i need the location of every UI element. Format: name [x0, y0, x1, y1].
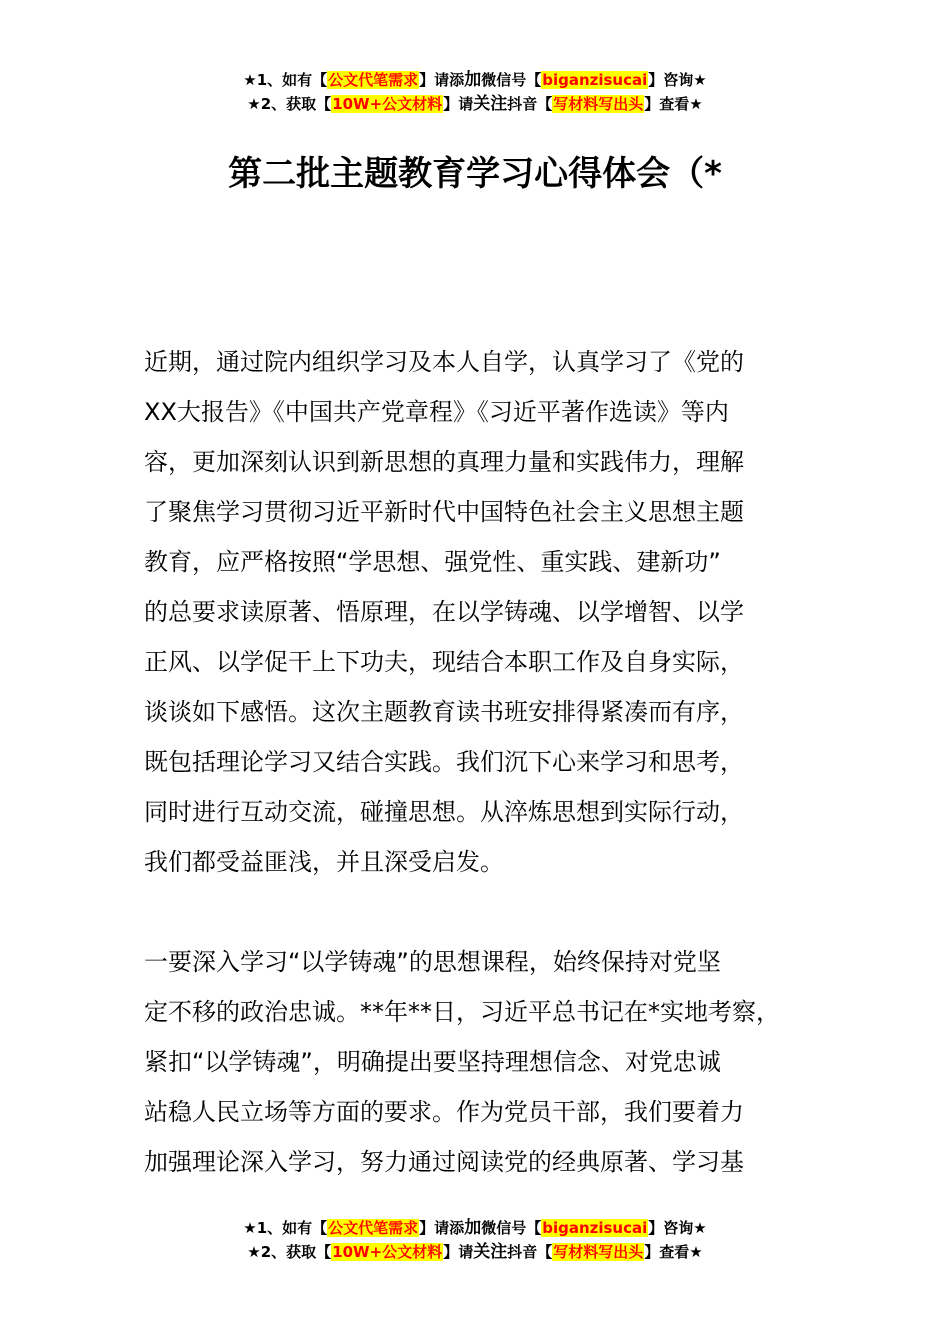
banner-text: 】咨询★ [648, 71, 707, 89]
banner-text: 】请 [443, 95, 474, 113]
text-line: 我们都受益匪浅，并且深受启发。 [144, 848, 504, 876]
banner-line-1 [0, 1216, 950, 1240]
text-line: 容，更加深刻认识到新思想的真理力量和实践伟力，理解 [144, 448, 744, 476]
text-line: 一要深入学习“以学铸魂”的思想课程，始终保持对党坚 [144, 948, 721, 976]
paragraph-point-one [144, 937, 834, 1187]
paragraph-intro [144, 337, 834, 887]
banner-text: ★2、获取【 [247, 95, 332, 113]
highlight-wechat-id: biganzisucai [542, 1219, 648, 1237]
banner-text: 关注 [473, 94, 508, 114]
highlight-service: 公文代笔需求 [328, 1219, 419, 1237]
banner-line-1 [0, 68, 950, 92]
banner-text: 】查看★ [644, 95, 703, 113]
highlight-douyin-id: 写材料写出头 [553, 95, 644, 113]
banner-text: 】请 [443, 1243, 474, 1261]
text-line: XX大报告》《中国共产党章程》《习近平著作选读》等内 [144, 398, 729, 426]
text-line: 教育，应严格按照“学思想、强党性、重实践、建新功” [144, 548, 721, 576]
text-line: 正风、以学促干上下功夫，现结合本职工作及自身实际， [144, 648, 744, 676]
highlight-douyin-id: 写材料写出头 [553, 1243, 644, 1261]
banner-text: 抖音【 [507, 95, 553, 113]
text-line: 既包括理论学习又结合实践。我们沉下心来学习和思考， [144, 748, 744, 776]
text-line: 定不移的政治忠诚。**年**日，习近平总书记在*实地考察， [144, 998, 780, 1026]
text-line: 的总要求读原著、悟原理，在以学铸魂、以学增智、以学 [144, 598, 744, 626]
text-line: 加强理论深入学习，努力通过阅读党的经典原著、学习基 [144, 1148, 744, 1176]
banner-text: ★2、获取【 [247, 1243, 332, 1261]
banner-text: ★1、如有【 [243, 71, 328, 89]
banner-text: 微信号【 [481, 1219, 542, 1237]
text-line: 紧扣“以学铸魂”，明确提出要坚持理想信念、对党忠诚 [144, 1048, 721, 1076]
banner-text: 】查看★ [644, 1243, 703, 1261]
banner-text: 微信号【 [481, 71, 542, 89]
banner-text: 】咨询★ [648, 1219, 707, 1237]
banner-line-2 [0, 1240, 950, 1264]
highlight-service: 公文代笔需求 [328, 71, 419, 89]
highlight-wechat-id: biganzisucai [542, 71, 648, 89]
banner-text: ★1、如有【 [243, 1219, 328, 1237]
footer-banner [0, 1216, 950, 1264]
text-line: 谈谈如下感悟。这次主题教育读书班安排得紧凑而有序， [144, 698, 744, 726]
banner-text: 加 [464, 70, 482, 90]
banner-line-2 [0, 92, 950, 116]
banner-text: 】请添 [419, 1219, 465, 1237]
highlight-materials: 10W+公文材料 [332, 1243, 443, 1261]
highlight-materials: 10W+公文材料 [332, 95, 443, 113]
banner-text: 】请添 [419, 71, 465, 89]
text-line: 同时进行互动交流，碰撞思想。从淬炼思想到实际行动， [144, 798, 744, 826]
text-line: 站稳人民立场等方面的要求。作为党员干部，我们要着力 [144, 1098, 744, 1126]
document-title: 第二批主题教育学习心得体会（* [228, 154, 722, 194]
header-banner [0, 68, 950, 116]
banner-text: 加 [464, 1218, 482, 1238]
text-line: 了聚焦学习贯彻习近平新时代中国特色社会主义思想主题 [144, 498, 744, 526]
text-line: 近期，通过院内组织学习及本人自学，认真学习了《党的 [144, 348, 744, 376]
banner-text: 抖音【 [507, 1243, 553, 1261]
banner-text: 关注 [473, 1242, 508, 1262]
